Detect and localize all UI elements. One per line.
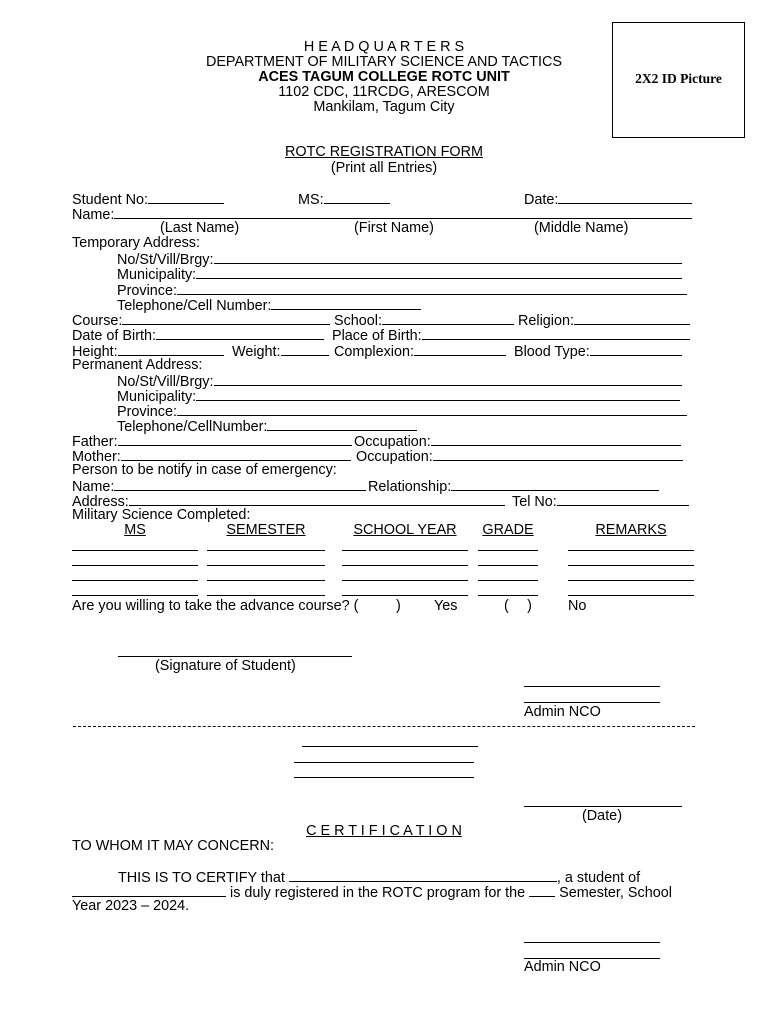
ms-table-cell-line[interactable] — [568, 550, 694, 551]
perm-municipality-line[interactable] — [196, 387, 680, 401]
ms-line[interactable] — [324, 190, 390, 204]
weight-line[interactable] — [281, 342, 329, 356]
father-label: Father: — [72, 434, 118, 450]
temp-province-label: Province: — [117, 283, 177, 299]
certification-title: C E R T I F I C A T I O N — [306, 823, 462, 839]
father-occupation-label: Occupation: — [354, 434, 431, 450]
cut-line-divider — [73, 726, 695, 727]
emergency-address-line[interactable] — [129, 492, 505, 506]
middle-name-caption: (Middle Name) — [534, 220, 629, 236]
last-name-caption: (Last Name) — [160, 220, 240, 236]
header-hq: H E A D Q U A R T E R S — [303, 39, 465, 55]
certify-semester-text: Semester, School — [559, 885, 672, 901]
ms-table-cell-line[interactable] — [342, 565, 468, 566]
ms-table-cell-line[interactable] — [478, 595, 538, 596]
ms-table-cell-line[interactable] — [342, 580, 468, 581]
certification-year: Year 2023 – 2024. — [72, 898, 190, 914]
student-no-label: Student No: — [72, 192, 149, 208]
course-label: Course: — [72, 313, 123, 329]
weight-label: Weight: — [232, 344, 281, 360]
blood-type-field[interactable] — [514, 342, 682, 360]
admin-nco-label-2: Admin NCO — [524, 959, 601, 975]
remarks-column-header: REMARKS — [595, 522, 667, 538]
perm-province-label: Province: — [117, 404, 177, 420]
temporary-address-label: Temporary Address: — [72, 235, 200, 251]
ms-table-cell-line[interactable] — [207, 580, 325, 581]
ms-table-cell-line[interactable] — [478, 550, 538, 551]
mother-label: Mother: — [72, 449, 121, 465]
father-line[interactable] — [118, 432, 352, 446]
emergency-name-line[interactable] — [114, 477, 366, 491]
complexion-line[interactable] — [414, 342, 506, 356]
ms-table-cell-line[interactable] — [207, 595, 325, 596]
ms-label: MS: — [298, 192, 324, 208]
name-label: Name: — [72, 207, 115, 223]
id-picture-label: 2X2 ID Picture — [635, 71, 722, 86]
blank-line-2[interactable] — [294, 762, 474, 763]
admin-nco-line-2[interactable] — [524, 702, 660, 703]
temp-no-st-line[interactable] — [214, 250, 682, 264]
grade-column-header: GRADE — [482, 522, 534, 538]
dob-line[interactable] — [156, 326, 324, 340]
advance-no-checkbox[interactable]: ( ) — [504, 598, 532, 614]
advance-yes-label: Yes — [434, 598, 458, 614]
temp-municipality-label: Municipality: — [117, 267, 197, 283]
header-cdc: 1102 CDC, 11RCDG, ARESCOM — [278, 84, 490, 100]
ms-table-cell-line[interactable] — [342, 595, 468, 596]
mother-occupation-field[interactable] — [356, 447, 683, 465]
semester-column-header: SEMESTER — [226, 522, 306, 538]
relationship-label: Relationship: — [368, 479, 452, 495]
temp-telephone-line[interactable] — [271, 296, 421, 310]
tel-no-label: Tel No: — [512, 494, 557, 510]
tel-no-field[interactable] — [512, 492, 689, 510]
certify-text: THIS IS TO CERTIFY that — [118, 870, 285, 886]
permanent-address-label: Permanent Address: — [72, 357, 203, 373]
relationship-line[interactable] — [451, 477, 659, 491]
date-line[interactable] — [558, 190, 692, 204]
dob-label: Date of Birth: — [72, 328, 156, 344]
complexion-field[interactable] — [334, 342, 506, 360]
temp-telephone-label: Telephone/Cell Number: — [117, 298, 272, 314]
temp-province-line[interactable] — [177, 281, 687, 295]
certification-greeting: TO WHOM IT MAY CONCERN: — [72, 838, 275, 854]
certification-date-line[interactable] — [524, 806, 682, 807]
pob-label: Place of Birth: — [332, 328, 422, 344]
form-title: ROTC REGISTRATION FORM — [285, 144, 483, 160]
mother-occupation-line[interactable] — [433, 447, 683, 461]
pob-line[interactable] — [422, 326, 690, 340]
ms-table-cell-line[interactable] — [72, 565, 198, 566]
admin-nco-line-3[interactable] — [524, 942, 660, 943]
blood-type-label: Blood Type: — [514, 344, 590, 360]
student-no-line[interactable] — [148, 190, 224, 204]
advance-yes-close-paren[interactable]: ) — [396, 598, 401, 614]
military-science-label: Military Science Completed: — [72, 507, 251, 523]
certify-semester-line[interactable] — [529, 883, 555, 897]
perm-no-st-label: No/St/Vill/Brgy: — [117, 374, 214, 390]
perm-telephone-label: Telephone/CellNumber: — [117, 419, 268, 435]
course-line[interactable] — [122, 311, 330, 325]
ms-table-cell-line[interactable] — [72, 595, 198, 596]
blank-line-1[interactable] — [302, 746, 478, 747]
header-unit: ACES TAGUM COLLEGE ROTC UNIT — [258, 69, 510, 85]
form-subtitle: (Print all Entries) — [330, 160, 438, 176]
perm-province-line[interactable] — [177, 402, 687, 416]
advance-no-label: No — [568, 598, 587, 614]
first-name-caption: (First Name) — [354, 220, 434, 236]
ms-table-cell-line[interactable] — [72, 550, 198, 551]
tel-no-line[interactable] — [557, 492, 689, 506]
admin-nco-line-1[interactable] — [524, 686, 660, 687]
ms-table-cell-line[interactable] — [568, 580, 694, 581]
id-picture-box — [612, 22, 745, 138]
date-label: Date: — [524, 192, 559, 208]
advance-course-question: Are you willing to take the advance course? ( — [72, 598, 359, 614]
admin-nco-label-1: Admin NCO — [524, 704, 601, 720]
perm-municipality-label: Municipality: — [117, 389, 197, 405]
ms-table-cell-line[interactable] — [568, 595, 694, 596]
school-year-column-header: SCHOOL YEAR — [353, 522, 457, 538]
religion-label: Religion: — [518, 313, 574, 329]
certify-school-line[interactable] — [72, 883, 226, 897]
mother-occupation-label: Occupation: — [356, 449, 433, 465]
weight-field[interactable] — [232, 342, 329, 360]
emergency-name-label: Name: — [72, 479, 115, 495]
temp-no-st-label: No/St/Vill/Brgy: — [117, 252, 214, 268]
student-signature-line[interactable] — [118, 656, 352, 657]
ms-table-cell-line[interactable] — [72, 580, 198, 581]
header-department: DEPARTMENT OF MILITARY SCIENCE AND TACTICS — [205, 54, 563, 70]
certification-date-caption: (Date) — [582, 808, 622, 824]
certify-student-name-line[interactable] — [289, 868, 557, 882]
father-occupation-line[interactable] — [431, 432, 681, 446]
temp-municipality-line[interactable] — [196, 265, 682, 279]
perm-no-st-line[interactable] — [214, 372, 682, 386]
student-signature-caption: (Signature of Student) — [155, 658, 296, 674]
ms-column-header: MS — [124, 522, 146, 538]
perm-telephone-line[interactable] — [267, 417, 417, 431]
religion-line[interactable] — [574, 311, 690, 325]
emergency-address-label: Address: — [72, 494, 129, 510]
emergency-label: Person to be notify in case of emergency: — [72, 462, 337, 478]
ms-table-cell-line[interactable] — [478, 565, 538, 566]
ms-table-cell-line[interactable] — [568, 565, 694, 566]
blood-type-line[interactable] — [590, 342, 682, 356]
height-line[interactable] — [118, 342, 224, 356]
complexion-label: Complexion: — [334, 344, 414, 360]
ms-table-cell-line[interactable] — [478, 580, 538, 581]
blank-line-3[interactable] — [294, 777, 474, 778]
school-line[interactable] — [382, 311, 514, 325]
mother-line[interactable] — [121, 447, 351, 461]
height-label: Height: — [72, 344, 118, 360]
certify-registered-text: is duly registered in the ROTC program for the — [230, 885, 526, 901]
header-location: Mankilam, Tagum City — [313, 99, 455, 115]
school-label: School: — [334, 313, 382, 329]
ms-table-cell-line[interactable] — [342, 550, 468, 551]
ms-table-cell-line[interactable] — [207, 550, 325, 551]
ms-table-cell-line[interactable] — [207, 565, 325, 566]
name-line[interactable] — [114, 205, 692, 219]
certify-student-text: , a student of — [556, 870, 641, 886]
